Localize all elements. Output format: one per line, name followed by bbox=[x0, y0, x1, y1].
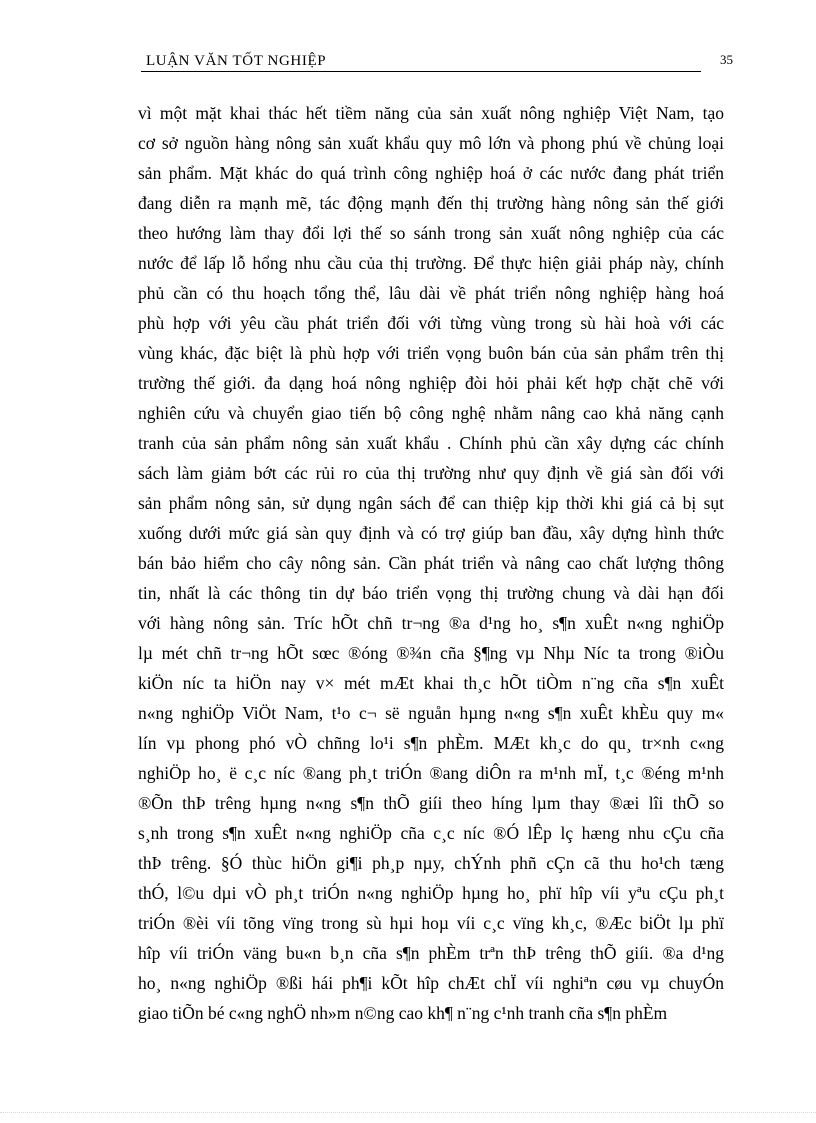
text-line: vùng khác, đặc biệt là phù hợp với triển vọng buôn bán của sản phẩm trên thị bbox=[138, 343, 724, 363]
page-number: 35 bbox=[720, 52, 733, 67]
header-divider bbox=[141, 71, 701, 72]
text-line: vì một mặt khai thác hết tiềm năng của sản xuất nông nghiệp Việt Nam, tạo bbox=[138, 103, 724, 123]
text-line: đang diễn ra mạnh mẽ, tác động mạnh đến thị trường hàng nông sản thế giới bbox=[138, 193, 724, 213]
text-line: theo hướng làm thay đổi lợi thế so sánh trong sản xuất nông nghiệp của các bbox=[138, 223, 724, 243]
text-line: thÓ, l©u dµi vÒ ph¸t triÓn n«ng nghiÖp hµng ho¸ phï hîp víi yªu cÇu ph¸t bbox=[138, 883, 724, 903]
text-line: nghiên cứu và chuyển giao tiến bộ công nghệ nhằm nâng cao khả năng cạnh bbox=[138, 403, 724, 423]
running-header-title: LUẬN VĂN TỐT NGHIỆP bbox=[146, 53, 327, 69]
text-line: s¸nh trong s¶n xuÊt n«ng nghiÖp cña c¸c níc ®Ó lÊp lç hæng nhu cÇu cña bbox=[138, 823, 724, 843]
text-line: phù hợp với yêu cầu phát triển đối với từng vùng trong sù hài hoà với các bbox=[138, 313, 724, 333]
page-bottom-edge bbox=[0, 1112, 816, 1113]
text-line: thÞ trêng. §Ó thùc hiÖn gi¶i ph¸p nµy, chÝnh phñ cÇn cã thu ho¹ch tæng bbox=[138, 853, 724, 873]
text-line: tin, nhất là các thông tin dự báo triển vọng thị trường chung và dài hạn đối bbox=[138, 583, 724, 603]
text-line: sản phẩm nông sản, sử dụng ngân sách để can thiệp kịp thời khi giá cả bị sụt bbox=[138, 493, 724, 513]
text-line: tranh của sản phẩm nông sản xuất khẩu . Chính phủ cần xây dựng các chính bbox=[138, 433, 724, 453]
text-line: kiÖn níc ta hiÖn nay v× mét mÆt khai th¸c hÕt tiÒm n¨ng cña s¶n xuÊt bbox=[138, 673, 724, 693]
body-paragraph bbox=[138, 98, 724, 1028]
text-line: trường thế giới. đa dạng hoá nông nghiệp đòi hỏi phải kết hợp chặt chẽ với bbox=[138, 373, 724, 393]
text-line: lín vµ phong phó vÒ chñng lo¹i s¶n phÈm. MÆt kh¸c do qu¸ tr×nh c«ng bbox=[138, 733, 724, 753]
text-line: phủ cần có thu hoạch tổng thể, lâu dài về phát triển nông nghiệp hàng hoá bbox=[138, 283, 724, 303]
text-line: bán bảo hiểm cho cây nông sản. Cần phát triển và nâng cao chất lượng thông bbox=[138, 553, 724, 573]
text-line: cơ sở nguồn hàng nông sản xuất khẩu quy mô lớn và phong phú về chủng loại bbox=[138, 133, 724, 153]
text-line: sản phẩm. Mặt khác do quá trình công nghiệp hoá ở các nước đang phát triển bbox=[138, 163, 724, 183]
text-line: ho¸ n«ng nghiÖp ®ßi hái ph¶i kÕt hîp chÆt chÏ víi nghiªn cøu vµ chuyÓn bbox=[138, 973, 724, 993]
text-line: hîp víi triÓn väng bu«n b¸n cña s¶n phÈm trªn thÞ trêng thÕ giíi. ®a d¹ng bbox=[138, 943, 724, 963]
text-line: ®Õn thÞ trêng hµng n«ng s¶n thÕ giíi theo híng lµm thay ®æi lîi thÕ so bbox=[138, 793, 724, 813]
text-line: xuống dưới mức giá sàn quy định và có trợ giúp ban đầu, xây dựng hình thức bbox=[138, 523, 724, 543]
text-line: sách làm giảm bớt các rủi ro của thị trường như quy định về giá sàn đối với bbox=[138, 463, 724, 483]
text-line: nước để lấp lỗ hổng nhu cầu của thị trường. Để thực hiện giải pháp này, chính bbox=[138, 253, 724, 273]
text-line: giao tiÕn bé c«ng nghÖ nh»m n©ng cao kh¶ n¨ng c¹nh tranh cña s¶n phÈm bbox=[138, 1003, 668, 1023]
text-line: lµ mét chñ tr¬ng hÕt sœc ®óng ®¾n cña §¶ng vµ Nhµ Níc ta trong ®iÒu bbox=[138, 643, 724, 663]
text-line: triÓn ®èi víi tõng vïng trong sù hµi hoµ víi c¸c vïng kh¸c, ®Æc biÖt lµ phï bbox=[138, 913, 724, 933]
text-line: n«ng nghiÖp ViÖt Nam, t¹o c¬ së nguån hµng n«ng s¶n xuÊt khÈu quy m« bbox=[138, 703, 724, 723]
text-line: nghiÖp ho¸ ë c¸c níc ®ang ph¸t triÓn ®ang diÔn ra m¹nh mÏ, t¸c ®éng m¹nh bbox=[138, 763, 724, 783]
text-line: với hàng nông sản. Tríc hÕt chñ tr¬ng ®a d¹ng ho¸ s¶n xuÊt n«ng nghiÖp bbox=[138, 613, 724, 633]
